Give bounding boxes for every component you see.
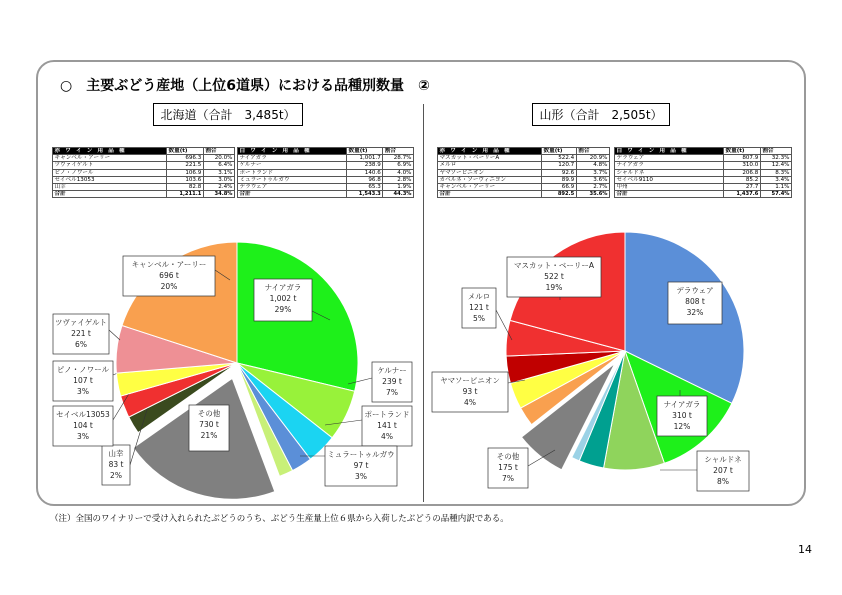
header-white-variety: 白 ワ イ ン 用 品 種 <box>238 148 347 155</box>
slice-label <box>102 445 130 485</box>
slice-label <box>372 362 412 402</box>
slice-qty: 696 t <box>159 271 179 280</box>
total-label: 合計 <box>438 191 542 198</box>
variety-share: 12.4% <box>760 162 791 169</box>
slice-name: ピノ・ノワール <box>56 365 110 374</box>
slice-name: その他 <box>496 452 520 461</box>
header-white-variety: 白 ワ イ ン 用 品 種 <box>615 148 724 155</box>
variety-qty: 92.6 <box>542 169 577 176</box>
slice-qty: 104 t <box>73 421 93 430</box>
header-share: 割合 <box>576 148 609 155</box>
variety-share: 2.4% <box>203 184 234 191</box>
variety-qty: 82.8 <box>167 184 204 191</box>
variety-share: 3.6% <box>576 176 609 183</box>
slice-pct: 3% <box>355 472 367 481</box>
total-qty: 892.5 <box>542 191 577 198</box>
slice-pct: 2% <box>110 471 122 480</box>
leader-line <box>109 330 120 340</box>
slice-name: シャルドネ <box>704 455 742 464</box>
slice-qty: 121 t <box>469 303 489 312</box>
variety-qty: 807.9 <box>724 155 761 162</box>
total-share: 35.6% <box>576 191 609 198</box>
slice-name: その他 <box>197 409 221 418</box>
slice-qty: 730 t <box>199 420 219 429</box>
page-number: 14 <box>798 543 812 556</box>
variety-qty: 310.0 <box>724 162 761 169</box>
slice-pct: 7% <box>502 474 514 483</box>
variety-qty: 140.6 <box>347 169 383 176</box>
total-share: 44.3% <box>383 191 414 198</box>
slice-name: ミュラートゥルガウ <box>327 450 395 459</box>
slice-pct: 32% <box>686 308 704 317</box>
variety-qty: 85.2 <box>724 176 761 183</box>
variety-qty: 120.7 <box>542 162 577 169</box>
slice-pct: 12% <box>673 422 691 431</box>
variety-qty: 89.9 <box>542 176 577 183</box>
slice-qty: 97 t <box>353 461 369 470</box>
variety-share: 6.9% <box>383 162 414 169</box>
variety-share: 3.0% <box>203 176 234 183</box>
slice-label <box>432 372 508 412</box>
variety-name: マスカット・ベーリーA <box>438 155 542 162</box>
slice-qty: 141 t <box>377 421 397 430</box>
variety-qty: 238.9 <box>347 162 383 169</box>
variety-name: キャンベル・アーリー <box>438 184 542 191</box>
variety-share: 3.7% <box>576 169 609 176</box>
slice-pct: 29% <box>274 305 292 314</box>
slice-pct: 8% <box>717 477 729 486</box>
variety-name: ポートランド <box>238 169 347 176</box>
slice-qty: 808 t <box>685 297 705 306</box>
slice-label <box>668 282 722 324</box>
variety-name: ヤマソービニオン <box>438 169 542 176</box>
slice-qty: 83 t <box>108 460 124 469</box>
header-red-variety: 赤 ワ イ ン 用 品 種 <box>438 148 542 155</box>
slice-name: セイベル13053 <box>56 410 110 419</box>
variety-qty: 106.9 <box>167 169 204 176</box>
slice-pct: 5% <box>473 314 485 323</box>
slice-label <box>657 396 707 436</box>
slice-label <box>189 405 229 451</box>
slice-pct: 3% <box>77 432 89 441</box>
variety-share: 3.1% <box>203 169 234 176</box>
variety-name: ナイアガラ <box>615 162 724 169</box>
total-label: 合計 <box>238 191 347 198</box>
variety-share: 2.8% <box>383 176 414 183</box>
slice-label <box>488 448 528 488</box>
variety-name: ケルナー <box>238 162 347 169</box>
slice-name: ヤマソービニオン <box>440 376 500 385</box>
variety-share: 20.0% <box>203 155 234 162</box>
header-share: 割合 <box>760 148 791 155</box>
variety-name: キャンベル・アーリー <box>53 155 167 162</box>
variety-qty: 221.5 <box>167 162 204 169</box>
variety-name: シャルドネ <box>615 169 724 176</box>
slice-qty: 93 t <box>462 387 478 396</box>
slice-pct: 4% <box>381 432 393 441</box>
slice-qty: 207 t <box>713 466 733 475</box>
header-quantity: 数量(t) <box>347 148 383 155</box>
variety-share: 20.9% <box>576 155 609 162</box>
variety-share: 4.0% <box>383 169 414 176</box>
header-quantity: 数量(t) <box>542 148 577 155</box>
variety-name: デラウェア <box>238 184 347 191</box>
total-label: 合計 <box>615 191 724 198</box>
variety-share: 1.9% <box>383 184 414 191</box>
total-qty: 1,543.3 <box>347 191 383 198</box>
variety-name: ツヴァイゲルト <box>53 162 167 169</box>
variety-share: 6.4% <box>203 162 234 169</box>
variety-share: 32.3% <box>760 155 791 162</box>
variety-qty: 522.4 <box>542 155 577 162</box>
variety-qty: 65.3 <box>347 184 383 191</box>
variety-name: メルロ <box>438 162 542 169</box>
slice-pct: 19% <box>545 283 563 292</box>
slice-qty: 221 t <box>71 329 91 338</box>
variety-qty: 206.8 <box>724 169 761 176</box>
variety-name: デラウェア <box>615 155 724 162</box>
variety-name: ミュラートゥルガウ <box>238 176 347 183</box>
variety-share: 8.3% <box>760 169 791 176</box>
variety-share: 28.7% <box>383 155 414 162</box>
slice-pct: 3% <box>77 387 89 396</box>
region-title-hokkaido: 北海道（合計 3,485t） <box>153 103 303 126</box>
slice-name: ツヴァイゲルト <box>54 318 108 327</box>
variety-qty: 103.6 <box>167 176 204 183</box>
variety-qty: 27.7 <box>724 184 761 191</box>
slice-label <box>697 451 749 491</box>
footnote: （注）全国のワイナリーで受け入れられたぶどうのうち、ぶどう生産量上位６県から入荷したぶどうの品種内訳である。 <box>50 514 509 524</box>
slice-label <box>123 256 215 296</box>
header-quantity: 数量(t) <box>724 148 761 155</box>
header-red-variety: 赤 ワ イ ン 用 品 種 <box>53 148 167 155</box>
variety-name: ピノ・ノワール <box>53 169 167 176</box>
total-share: 57.4% <box>760 191 791 198</box>
slice-name: ナイアガラ <box>264 283 302 292</box>
slice-qty: 310 t <box>672 411 692 420</box>
slice-name: 山幸 <box>108 449 124 458</box>
slice-pct: 21% <box>200 431 218 440</box>
total-share: 34.8% <box>203 191 234 198</box>
slice-label <box>462 288 496 328</box>
slice-label <box>53 361 113 401</box>
slice-label <box>507 257 601 297</box>
variety-name: 山幸 <box>53 184 167 191</box>
slice-qty: 107 t <box>73 376 93 385</box>
slice-label <box>325 446 397 486</box>
header-share: 割合 <box>203 148 234 155</box>
slice-qty: 175 t <box>498 463 518 472</box>
slice-label <box>53 314 109 354</box>
slice-pct: 20% <box>160 282 178 291</box>
slice-qty: 1,002 t <box>269 294 297 303</box>
page-heading: ○ 主要ぶどう産地（上位6道県）における品種別数量 ② <box>60 78 430 94</box>
variety-share: 4.8% <box>576 162 609 169</box>
variety-qty: 66.9 <box>542 184 577 191</box>
slice-label <box>53 406 113 446</box>
region-title-yamagata: 山形（合計 2,505t） <box>532 103 670 126</box>
slice-name: ナイアガラ <box>663 400 701 409</box>
variety-qty: 1,001.7 <box>347 155 383 162</box>
total-qty: 1,211.1 <box>167 191 204 198</box>
variety-name: 甲州 <box>615 184 724 191</box>
slice-pct: 6% <box>75 340 87 349</box>
variety-name: セイベル13053 <box>53 176 167 183</box>
variety-share: 2.7% <box>576 184 609 191</box>
variety-share: 3.4% <box>760 176 791 183</box>
slice-name: ケルナー <box>377 366 407 375</box>
header-share: 割合 <box>383 148 414 155</box>
variety-qty: 96.8 <box>347 176 383 183</box>
slice-pct: 4% <box>464 398 476 407</box>
variety-share: 1.1% <box>760 184 791 191</box>
total-label: 合計 <box>53 191 167 198</box>
total-qty: 1,437.6 <box>724 191 761 198</box>
variety-name: セイベル9110 <box>615 176 724 183</box>
variety-name: ナイアガラ <box>238 155 347 162</box>
slice-label <box>362 406 412 446</box>
slice-label <box>254 279 312 321</box>
slice-qty: 522 t <box>544 272 564 281</box>
slice-name: マスカット・ベーリーA <box>513 261 595 270</box>
header-quantity: 数量(t) <box>167 148 204 155</box>
variety-name: カベルネ・ソーヴィニヨン <box>438 176 542 183</box>
slice-name: メルロ <box>467 292 491 301</box>
slice-name: キャンベル・アーリー <box>131 260 207 269</box>
slice-pct: 7% <box>386 388 398 397</box>
slice-qty: 239 t <box>382 377 402 386</box>
slice-name: デラウェア <box>676 286 714 295</box>
slice-name: ポートランド <box>364 410 410 419</box>
variety-qty: 696.3 <box>167 155 204 162</box>
